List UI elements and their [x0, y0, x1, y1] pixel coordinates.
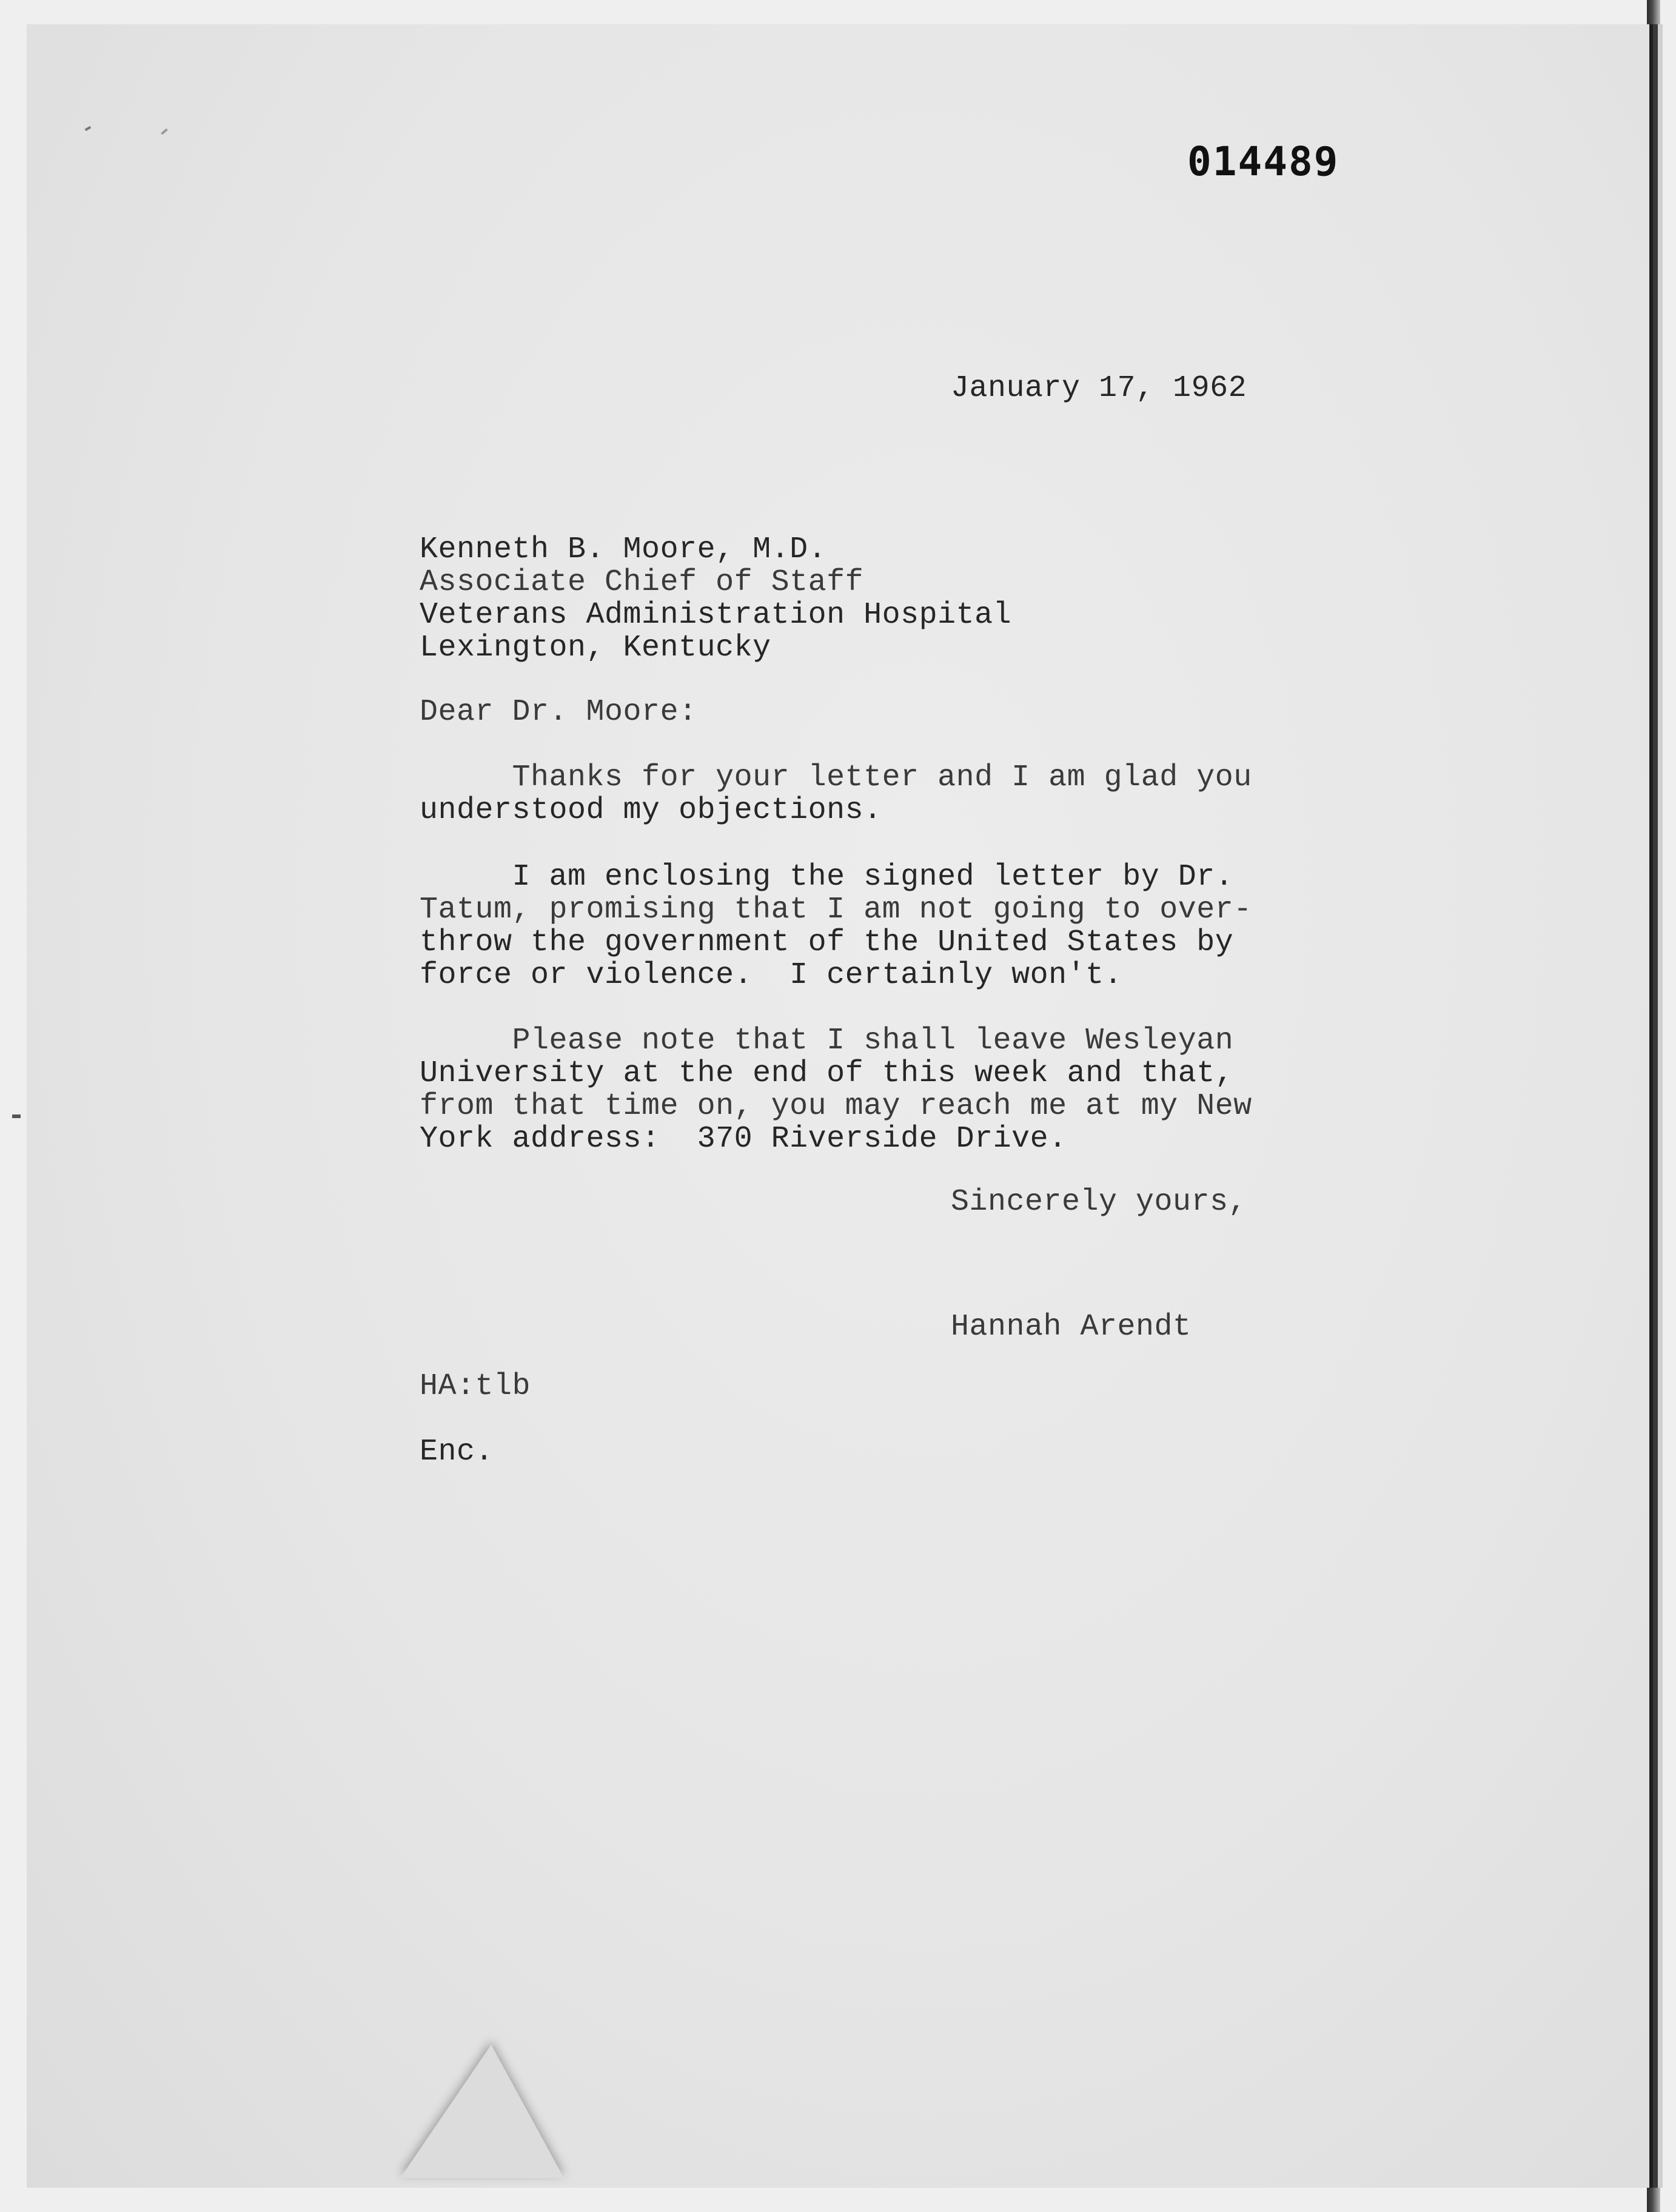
recipient-title: Associate Chief of Staff: [420, 565, 864, 600]
reference-initials: HA:tlb: [420, 1369, 531, 1404]
paragraph-3-line-3: from that time on, you may reach me at my New: [420, 1089, 1252, 1124]
document-number: 014489: [1187, 138, 1339, 185]
recipient-organization: Veterans Administration Hospital: [420, 598, 1012, 632]
recipient-name: Kenneth B. Moore, M.D.: [420, 532, 827, 567]
paragraph-1-line-1: Thanks for your letter and I am glad you: [420, 760, 1252, 795]
closing: Sincerely yours,: [951, 1185, 1247, 1219]
paper-fold: [400, 2045, 564, 2178]
letter-date: January 17, 1962: [951, 371, 1247, 406]
enclosure-note: Enc.: [420, 1435, 494, 1469]
signature-name: Hannah Arendt: [951, 1310, 1192, 1344]
salutation: Dear Dr. Moore:: [420, 695, 697, 729]
paragraph-2-line-1: I am enclosing the signed letter by Dr.: [420, 860, 1234, 894]
paragraph-3-line-4: York address: 370 Riverside Drive.: [420, 1122, 1067, 1156]
paragraph-3-line-2: University at the end of this week and that,: [420, 1056, 1234, 1091]
paragraph-2-line-2: Tatum, promising that I am not going to over-: [420, 893, 1252, 927]
paragraph-2-line-4: force or violence. I certainly won't.: [420, 958, 1123, 993]
paragraph-3-line-1: Please note that I shall leave Wesleyan: [420, 1024, 1234, 1058]
recipient-city: Lexington, Kentucky: [420, 631, 771, 665]
dust-speck: [12, 1114, 21, 1118]
paragraph-1-line-2: understood my objections.: [420, 793, 882, 828]
paragraph-2-line-3: throw the government of the United States by: [420, 925, 1234, 960]
